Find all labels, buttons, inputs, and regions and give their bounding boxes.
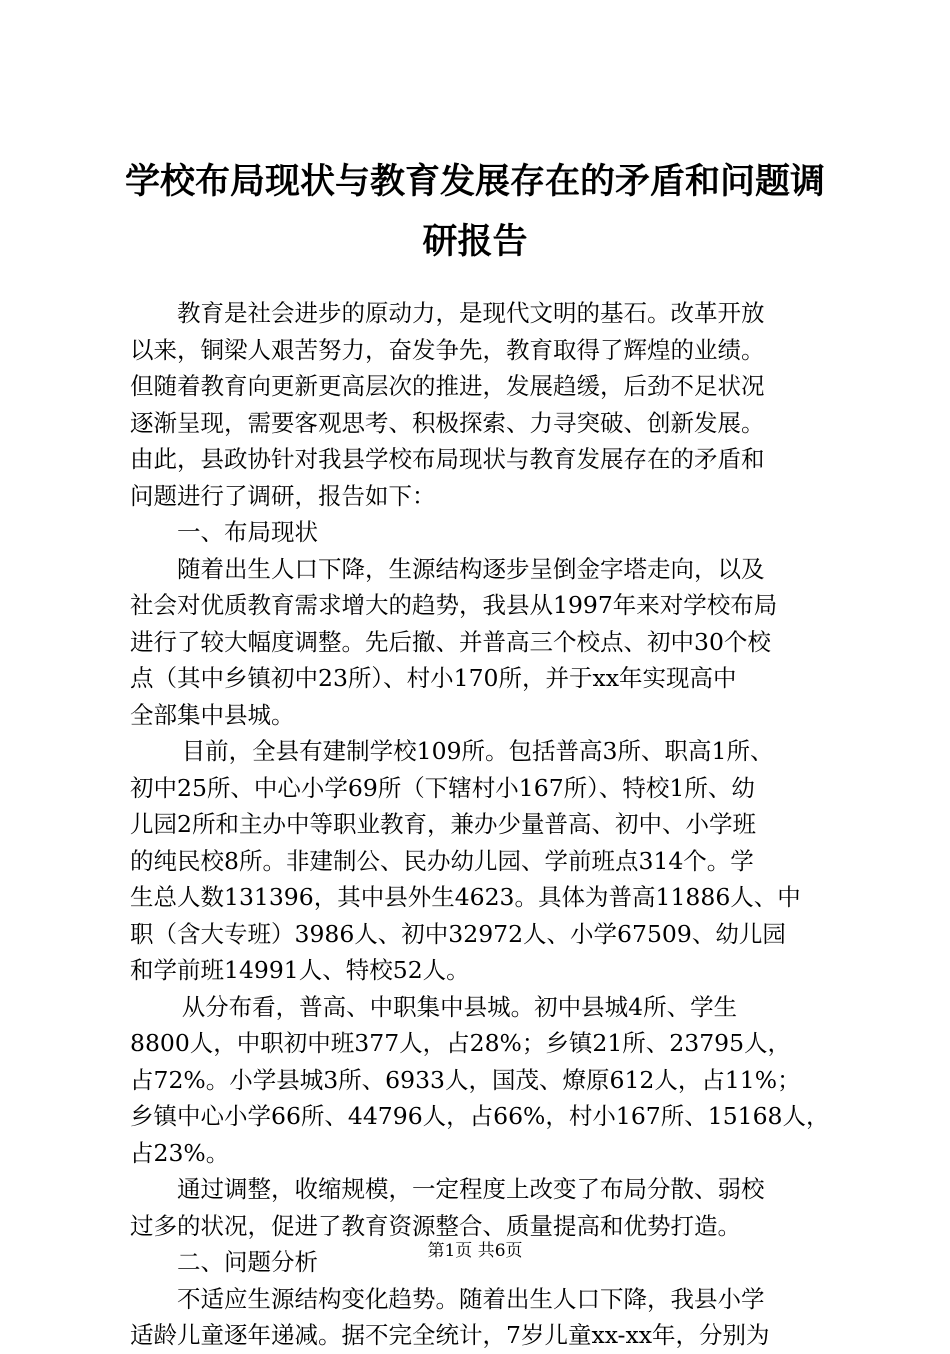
- body-text-line: 过多的状况，促进了教育资源整合、质量提高和优势打造。: [130, 1211, 741, 1240]
- document-title-line-1: 学校布局现状与教育发展存在的矛盾和问题调: [124, 161, 825, 202]
- body-text-line: 通过调整，收缩规模，一定程度上改变了布局分散、弱校: [177, 1175, 765, 1203]
- body-text-line: 由此，县政协针对我县学校布局现状与教育发展存在的矛盾和: [130, 445, 765, 473]
- document-body: [130, 295, 835, 1354]
- body-text-line: 教育是社会进步的原动力，是现代文明的基石。改革开放: [177, 299, 765, 327]
- body-text-line: 的纯民校8所。非建制公、民办幼儿园、学前班点314个。学: [130, 846, 754, 875]
- body-text-line: 和学前班14991人、特校52人。: [130, 956, 470, 984]
- body-text-line: 占23%。: [130, 1138, 230, 1167]
- body-text-line: 一、布局现状: [177, 518, 318, 546]
- body-text-line: 社会对优质教育需求增大的趋势，我县从1997年来对学校布局: [130, 591, 778, 619]
- body-text-line: 生总人数131396，其中县外生4623。具体为普高11886人、中: [130, 883, 801, 911]
- body-text-line: 初中25所、中心小学69所（下辖村小167所）、特校1所、幼: [130, 773, 755, 802]
- body-text-line: 不适应生源结构变化趋势。随着出生人口下降，我县小学: [177, 1284, 765, 1313]
- body-text-line: 占72%。小学县城3所、6933人，国茂、燎原612人，占11%；: [130, 1065, 801, 1094]
- body-text-line: 问题进行了调研，报告如下：: [130, 481, 436, 510]
- body-text-line: 二、问题分析: [177, 1248, 318, 1276]
- body-text-line: 逐渐呈现，需要客观思考、积极探索、力寻突破、创新发展。: [130, 408, 765, 437]
- body-text-line: 以来，铜梁人艰苦努力，奋发争先，教育取得了辉煌的业绩。: [130, 335, 765, 364]
- body-text-line: 随着出生人口下降，生源结构逐步呈倒金字塔走向，以及: [177, 554, 765, 583]
- body-text-line: 目前，全县有建制学校109所。包括普高3所、职高1所、: [181, 737, 774, 765]
- body-text-line: 职（含大专班）3986人、初中32972人、小学67509、幼儿园: [130, 919, 786, 948]
- body-text-line: 适龄儿童逐年递减。据不完全统计，7岁儿童xx-xx年，分别为: [130, 1321, 770, 1349]
- body-text-line: 8800人，中职初中班377人，占28%；乡镇21所、23795人，: [130, 1029, 792, 1057]
- body-text-line: 从分布看，普高、中职集中县城。初中县城4所、学生: [181, 992, 738, 1021]
- body-text-line: 点（其中乡镇初中23所）、村小170所，并于xx年实现高中: [130, 664, 737, 692]
- body-text-line: 儿园2所和主办中等职业教育，兼办少量普高、初中、小学班: [130, 810, 756, 838]
- body-text-line: 但随着教育向更新更高层次的推进，发展趋缓，后劲不足状况: [130, 372, 765, 400]
- body-text-line: 进行了较大幅度调整。先后撤、并普高三个校点、初中30个校: [130, 627, 771, 656]
- page-footer: 第1页 共6页: [427, 1241, 523, 1261]
- body-text-line: 乡镇中心小学66所、44796人，占66%，村小167所、15168人，: [130, 1102, 830, 1130]
- document-title-line-2: 研报告: [422, 221, 528, 262]
- body-text-line: 全部集中县城。: [130, 700, 295, 729]
